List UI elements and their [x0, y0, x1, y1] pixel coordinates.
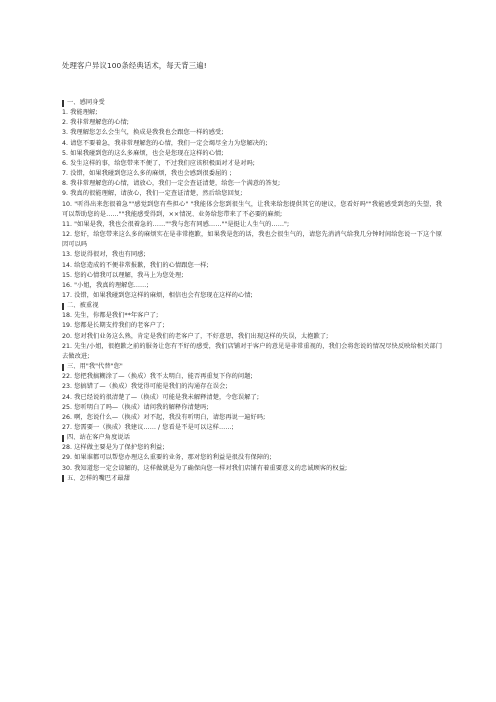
list-item: 14. 给您造成的不便非常报歉，我们的心情跟您一样;: [62, 261, 209, 269]
list-item: 25. 您听明白了吗—（换成）请问我的解释你清楚吗;: [62, 403, 209, 411]
list-item: 10. "听得出来您很着急""感觉到您有些担心" "我能体会您到很生气，让我来给您提供其它的建议，您看好吗""我能感受到您的失望，我可以帮助您的是……""我能感受得到，××情况、业务给您带来了不必要的麻烦;: [62, 200, 442, 218]
document-body: [62, 98, 442, 484]
list-item: 27. 您需要一（换成）我建议…… / 您看是不是可以这样……;: [62, 424, 234, 431]
section-heading: [62, 433, 442, 443]
section-heading: [62, 362, 442, 372]
section-heading-text: 五、怎样的嘴巴才最甜: [67, 474, 130, 482]
list-item: 8. 我非常理解您的心情，请放心，我们一定会查证清楚，给您一个满意的答复;: [62, 180, 281, 188]
list-item: 23. 您搞错了—（换成）我觉得可能是我们的沟通存在误会;: [62, 383, 228, 391]
list-item: 19. 您都是长期支持我们的老客户了;: [62, 322, 165, 330]
list-item: 28. 这样做主要是为了保护您的利益;: [62, 444, 165, 452]
list-item: 1. 我能理解;: [62, 109, 98, 117]
section-marker-icon: [62, 303, 64, 310]
section-marker-icon: [62, 100, 64, 107]
section-heading-text: 一、感同身受: [67, 99, 105, 106]
list-item: 29. 如果谁都可以帮您办理这么重要的业务，那对您的利益是很没有保障的;: [62, 454, 272, 462]
section-heading-text: 三、用"我"代替"您": [67, 363, 123, 371]
list-item: 21. 先生/小姐，很抱歉之前的服务让您有不好的感受，我们店铺对于客户的意见是非常重视的，我们会将您说的情况尽快反映给相关部门去做改进;: [62, 342, 442, 360]
list-item: 22. 您把我搞糊涂了—（换成）我不太明白，能否再重复下你的问题;: [62, 373, 253, 381]
list-item: 24. 我已经说的很清楚了—（换成）可能是我未解释清楚，令您误解了;: [62, 393, 259, 401]
list-item: 13. 您说得很对，我也有同感;: [62, 251, 146, 259]
section-heading-text: 二、被重视: [67, 302, 99, 310]
section-heading-text: 四、站在客户角度说话: [67, 434, 130, 442]
list-item: 17. 没错，如果我碰到您这样的麻烦，相信也会有您现在这样的心情;: [62, 291, 253, 299]
list-item: 30. 我知道您一定会谅解的，这样做就是为了确保向您一样对我们店铺有着重要意义的忠诚顾客的权益;: [62, 464, 348, 472]
list-item: 3. 我理解您怎么会生气，换成是我我也会跟您一样的感受;: [62, 129, 224, 137]
list-item: 18. 先生，你都是我们**年客户了;: [62, 312, 159, 320]
section-marker-icon: [62, 435, 64, 442]
list-item: 6. 发生这样的事，给您带来不便了，不过我们应该积极面对才是对吗;: [62, 159, 255, 167]
list-item: 26. 啊，您说什么—（换成）对不起，我没有听明白，请您再说一遍好吗;: [62, 413, 266, 421]
section-marker-icon: [62, 475, 64, 482]
section-heading: [62, 474, 442, 484]
document-title: 处理客户异议100条经典话术，每天背三遍!: [62, 61, 207, 70]
list-item: 15. 您的心情我可以理解，我马上为您处理;: [62, 271, 184, 279]
list-item: 2. 我非常理解您的心情;: [62, 119, 129, 127]
list-item: 11. "如果是我，我也会很着急的……""我与您有同感……""是挺让人生气的……";: [62, 220, 290, 228]
section-marker-icon: [62, 364, 64, 371]
list-item: 5. 如果我碰到您的这么多麻烦，也会是您现在这样的心情;: [62, 149, 224, 157]
list-item: 9. 我真的很能理解，请放心，我们一定查证清楚，然后给您回复;: [62, 190, 243, 198]
list-item: 16. "小姐，我真的理解您……;: [62, 281, 149, 289]
section-heading: [62, 98, 442, 108]
list-item: 12. 您好，给您带来这么多的麻烦实在是非常抱歉，如果我是您的话，我也会很生气的，请您先消消气给我几分钟时间给您说一下这个原因可以吗: [62, 231, 442, 249]
list-item: 20. 您对我们业务这么熟，肯定是我们的老客户了，不好意思，我们出现这样的失误，太抱歉了;: [62, 332, 329, 340]
list-item: 7. 没错，如果我碰到您这么多的麻烦，我也会感到很委屈的 ;: [62, 170, 232, 178]
section-heading: [62, 301, 442, 311]
list-item: 4. 请您不要着急，我非常理解您的心情，我们一定会竭尽全力为您解决的;: [62, 139, 268, 147]
